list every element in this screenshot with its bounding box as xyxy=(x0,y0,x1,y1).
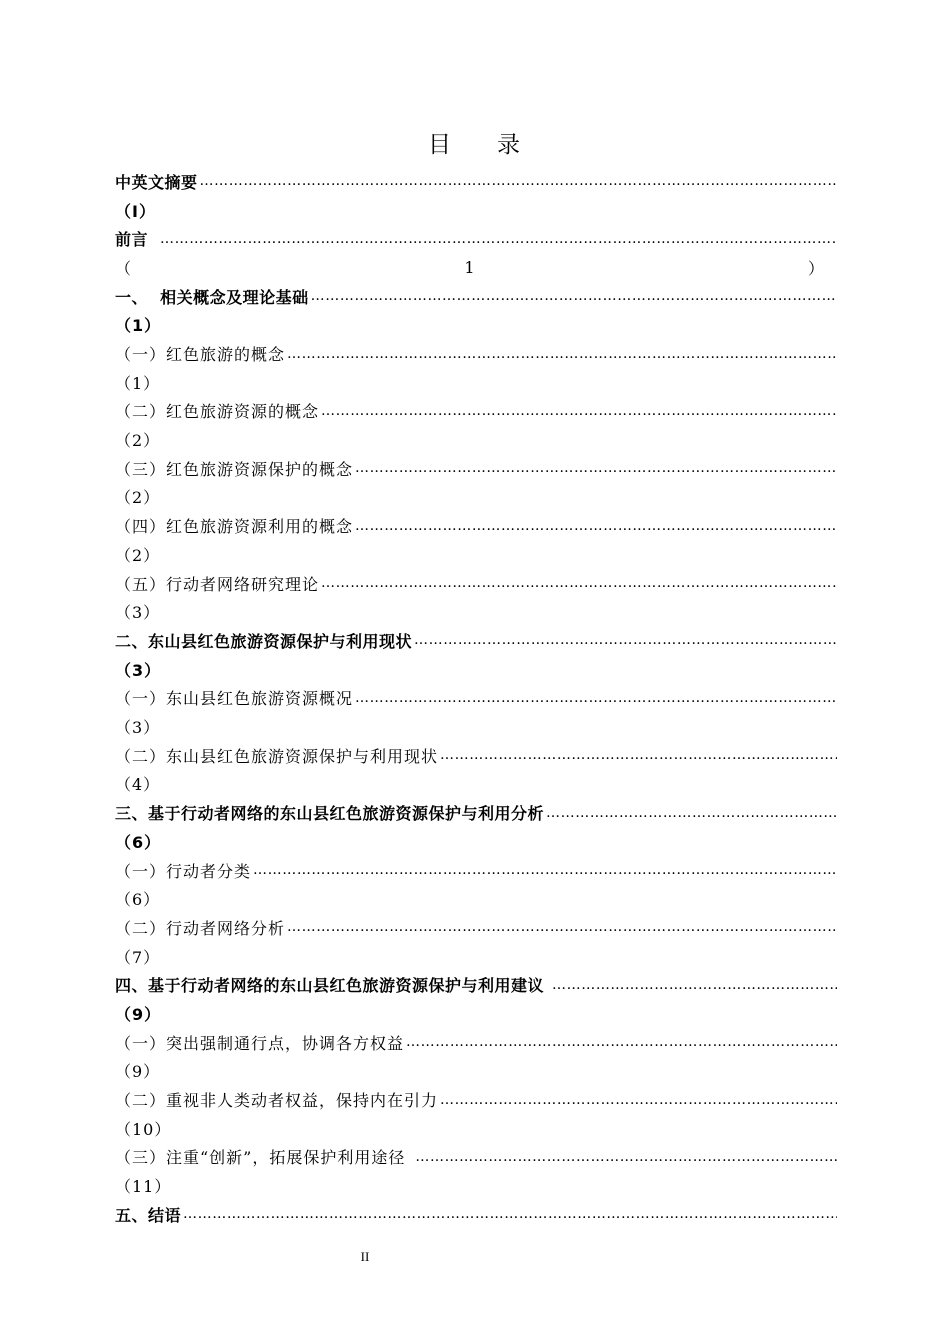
toc-entry-4-1[interactable] xyxy=(115,1028,837,1085)
toc-entry-label: 三、基于行动者网络的东山县红色旅游资源保护与利用分析 xyxy=(115,804,545,824)
toc-entry-page: （9） xyxy=(115,1062,161,1082)
dot-leader xyxy=(440,1092,837,1108)
toc-entry-page: （3） xyxy=(115,660,162,680)
toc-entry-chapter-1[interactable] xyxy=(115,282,837,339)
toc-entry-3-1[interactable] xyxy=(115,856,837,913)
page-number: 1 xyxy=(464,257,476,277)
toc-entry-label: （四）红色旅游资源利用的概念 xyxy=(115,517,354,537)
toc-entry-page: （7） xyxy=(115,947,161,967)
toc-entry-chapter-2[interactable] xyxy=(115,626,837,683)
toc-entry-1-3[interactable] xyxy=(115,454,837,511)
toc-entry-2-1[interactable] xyxy=(115,684,837,741)
dot-leader xyxy=(355,690,837,706)
dot-leader xyxy=(415,1149,837,1165)
toc-title-char-1: 目 xyxy=(428,132,453,158)
toc-entry-page: （11） xyxy=(115,1177,172,1197)
toc-entry-label: （二）东山县红色旅游资源保护与利用现状 xyxy=(115,746,439,766)
toc-entry-label: （一）红色旅游的概念 xyxy=(115,345,286,365)
toc-entry-label: 一、 相关概念及理论基础 xyxy=(115,287,309,307)
toc-entry-label: （三）注重“创新”，拓展保护利用途径 xyxy=(115,1148,406,1168)
toc-entry-preface[interactable] xyxy=(115,224,837,281)
toc-entry-page: （1） xyxy=(115,316,162,336)
dot-leader xyxy=(355,518,837,534)
toc-entry-page: （6） xyxy=(115,832,162,852)
dot-leader xyxy=(287,919,837,935)
page-open-paren: （ xyxy=(115,258,133,278)
toc-entry-1-4[interactable] xyxy=(115,511,837,568)
toc-entry-page: （1） xyxy=(115,373,161,393)
dot-leader xyxy=(287,346,837,362)
toc-entry-page: （6） xyxy=(115,890,161,910)
toc-entry-label: 二、东山县红色旅游资源保护与利用现状 xyxy=(115,631,413,651)
toc-entry-page: （3） xyxy=(115,718,161,738)
toc-entry-1-5[interactable] xyxy=(115,569,837,626)
toc-entry-chapter-3[interactable] xyxy=(115,798,837,855)
toc-entry-conclusion[interactable] xyxy=(115,1200,837,1229)
dot-leader xyxy=(183,1206,837,1222)
toc-entry-page: （4） xyxy=(115,775,161,795)
toc-entry-label: （二）行动者网络分析 xyxy=(115,918,286,938)
toc-title-char-2: 录 xyxy=(497,132,522,158)
toc-entry-label: 五、结语 xyxy=(115,1205,182,1225)
toc-entry-page xyxy=(115,253,837,282)
toc-entry-2-2[interactable] xyxy=(115,741,837,798)
toc-entry-page: （3） xyxy=(115,603,161,623)
toc-entry-label: （五）行动者网络研究理论 xyxy=(115,574,320,594)
dot-leader xyxy=(355,460,837,476)
toc-entry-page: （I） xyxy=(115,201,156,221)
dot-leader xyxy=(552,977,837,993)
dot-leader xyxy=(406,1034,837,1050)
toc-entry-1-2[interactable] xyxy=(115,397,837,454)
table-of-contents xyxy=(115,167,837,1229)
toc-entry-label: 前言 xyxy=(115,230,149,250)
toc-entry-label: （三）红色旅游资源保护的概念 xyxy=(115,459,354,479)
toc-entry-label: （一）突出强制通行点，协调各方权益 xyxy=(115,1033,405,1053)
toc-entry-label: 四、基于行动者网络的东山县红色旅游资源保护与利用建议 xyxy=(115,976,545,996)
toc-entry-4-3[interactable] xyxy=(115,1143,837,1200)
toc-entry-label: 中英文摘要 xyxy=(115,172,198,192)
toc-entry-page: （10） xyxy=(115,1119,172,1139)
toc-entry-label: （一）东山县红色旅游资源概况 xyxy=(115,689,354,709)
toc-entry-3-2[interactable] xyxy=(115,913,837,970)
dot-leader xyxy=(311,288,837,304)
dot-leader xyxy=(321,575,837,591)
toc-entry-abstract[interactable] xyxy=(115,167,837,224)
toc-entry-chapter-4[interactable] xyxy=(115,970,837,1027)
dot-leader xyxy=(253,862,837,878)
toc-entry-4-2[interactable] xyxy=(115,1085,837,1142)
toc-title xyxy=(0,126,950,159)
toc-entry-1-1[interactable] xyxy=(115,339,837,396)
toc-entry-label: （一）行动者分类 xyxy=(115,861,252,881)
toc-entry-label: （二）红色旅游资源的概念 xyxy=(115,402,320,422)
toc-entry-page: （2） xyxy=(115,431,161,451)
dot-leader xyxy=(440,747,837,763)
dot-leader xyxy=(321,403,837,419)
dot-leader xyxy=(200,173,837,189)
dot-leader xyxy=(160,231,837,247)
dot-leader xyxy=(414,632,837,648)
dot-leader xyxy=(546,805,837,821)
page-number-footer: II xyxy=(360,1249,370,1264)
toc-entry-page: （9） xyxy=(115,1005,162,1024)
toc-entry-label: （二）重视非人类动者权益，保持内在引力 xyxy=(115,1091,439,1111)
toc-entry-page: （2） xyxy=(115,488,161,508)
toc-entry-page: （2） xyxy=(115,545,161,565)
page-close-paren: ） xyxy=(807,258,825,278)
